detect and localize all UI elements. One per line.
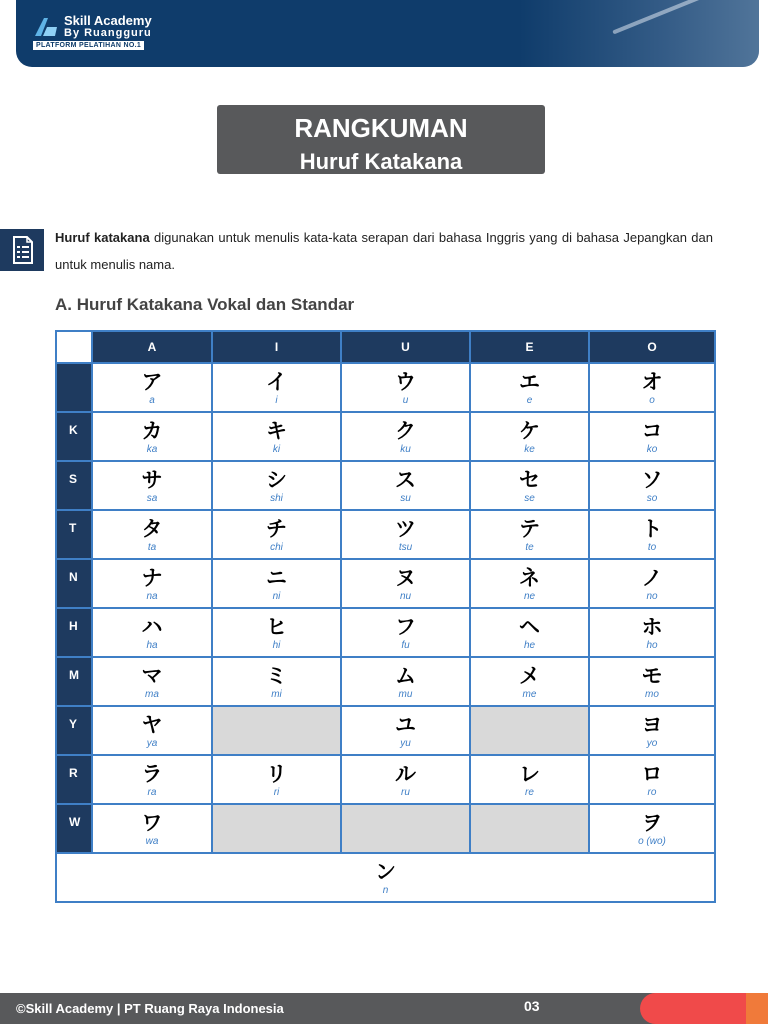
kana-character: ヨ [641, 712, 663, 737]
kana-cell [341, 755, 470, 804]
romaji-label: mu [398, 688, 413, 700]
kana-character: ク [395, 418, 416, 443]
kana-cell [589, 608, 715, 657]
romaji-label: chi [270, 541, 283, 553]
kana-character: ユ [395, 712, 416, 737]
romaji-label: re [525, 786, 534, 798]
title-sub: Huruf Katakana [299, 149, 463, 174]
table-corner-cell [56, 331, 92, 363]
romaji-label: ke [524, 443, 535, 455]
kana-character: キ [266, 418, 287, 443]
romaji-label: ka [146, 443, 158, 455]
kana-character: メ [519, 663, 540, 688]
title-main: RANGKUMAN [294, 113, 468, 143]
column-header-a: A [92, 331, 212, 363]
kana-cell [470, 461, 589, 510]
kana-character: モ [641, 663, 663, 688]
kana-character: ヤ [141, 712, 163, 737]
row-header: W [56, 804, 92, 853]
kana-character: エ [519, 369, 540, 394]
romaji-label: o [649, 394, 655, 406]
kana-cell [341, 510, 470, 559]
table-row [56, 363, 715, 412]
row-header: T [56, 510, 92, 559]
kana-cell [589, 804, 715, 853]
kana-cell [92, 363, 212, 412]
kana-character: サ [141, 467, 163, 492]
romaji-label: ha [146, 639, 158, 651]
table-row [56, 608, 715, 657]
romaji-label: o (wo) [638, 835, 666, 847]
table-row [56, 755, 715, 804]
kana-character: ワ [141, 810, 163, 835]
romaji-label: ki [272, 443, 281, 455]
kana-character: ニ [266, 565, 287, 590]
kana-cell [470, 657, 589, 706]
romaji-label: yo [646, 737, 658, 749]
romaji-label: sa [146, 492, 158, 504]
kana-character: ト [641, 516, 663, 541]
romaji-label: fu [401, 639, 410, 651]
row-header: Y [56, 706, 92, 755]
romaji-label: ni [272, 590, 281, 602]
kana-character: チ [266, 516, 287, 541]
kana-character: ミ [266, 663, 287, 688]
romaji-label: wa [145, 835, 159, 847]
kana-character: コ [641, 418, 663, 443]
kana-cell [92, 657, 212, 706]
kana-cell [92, 804, 212, 853]
romaji-label: mi [271, 688, 282, 700]
romaji-label: so [646, 492, 658, 504]
kana-cell [92, 412, 212, 461]
kana-cell [341, 608, 470, 657]
kana-cell-n [56, 853, 715, 902]
romaji-label: ma [145, 688, 159, 700]
kana-cell [470, 608, 589, 657]
table-row [56, 706, 715, 755]
kana-cell [470, 510, 589, 559]
kana-cell [589, 363, 715, 412]
kana-character: ム [395, 663, 416, 688]
kana-character: テ [519, 516, 540, 541]
kana-cell [589, 559, 715, 608]
kana-cell [212, 755, 341, 804]
kana-character: タ [141, 516, 163, 541]
kana-cell [341, 412, 470, 461]
row-header: H [56, 608, 92, 657]
romaji-label: i [275, 394, 278, 406]
romaji-label: na [146, 590, 158, 602]
kana-character: ヒ [266, 614, 287, 639]
kana-cell [341, 706, 470, 755]
kana-cell [589, 510, 715, 559]
romaji-label: hi [272, 639, 281, 651]
romaji-label: a [149, 394, 155, 406]
romaji-label: nu [399, 590, 412, 602]
table-row [56, 804, 715, 853]
romaji-label: ho [646, 639, 658, 651]
kana-cell [212, 363, 341, 412]
romaji-label: ru [401, 786, 410, 798]
brand-name: Skill Academy [64, 13, 152, 28]
kana-character: ル [395, 761, 416, 786]
table-row [56, 461, 715, 510]
kana-cell [212, 559, 341, 608]
kana-character: ホ [641, 614, 663, 639]
kana-character: ヘ [519, 614, 540, 639]
table-header-row [56, 331, 715, 363]
footer [0, 993, 768, 1024]
kana-character: カ [141, 418, 163, 443]
romaji-label: e [526, 394, 533, 406]
romaji-label: to [647, 541, 657, 553]
empty-cell [341, 804, 470, 853]
kana-cell [341, 559, 470, 608]
romaji-label: te [525, 541, 534, 553]
row-header: R [56, 755, 92, 804]
skill-academy-logo-icon [33, 16, 59, 38]
brand-tagline: PLATFORM PELATIHAN NO.1 [33, 41, 144, 50]
kana-character: フ [395, 614, 416, 639]
kana-cell [92, 608, 212, 657]
column-header-u: U [341, 331, 470, 363]
kana-cell [470, 559, 589, 608]
kana-cell [589, 412, 715, 461]
kana-cell [92, 706, 212, 755]
kana-character: ネ [519, 565, 540, 590]
romaji-label: yu [400, 737, 411, 749]
romaji-label: n [382, 884, 389, 896]
column-header-o: O [589, 331, 715, 363]
kana-character: ケ [519, 418, 540, 443]
intro-bold-term: Huruf katakana [55, 230, 150, 245]
romaji-label: ri [273, 786, 280, 798]
romaji-label: su [400, 492, 411, 504]
kana-character: イ [266, 369, 287, 394]
kana-character: ン [375, 859, 396, 884]
kana-cell [212, 608, 341, 657]
romaji-label: ro [647, 786, 657, 798]
kana-cell [92, 461, 212, 510]
kana-character: ハ [141, 614, 163, 639]
romaji-label: he [523, 639, 536, 651]
header-photo-overlay [519, 0, 759, 67]
row-header: K [56, 412, 92, 461]
romaji-label: shi [270, 492, 283, 504]
romaji-label: me [522, 688, 537, 700]
kana-cell [92, 510, 212, 559]
kana-cell [92, 559, 212, 608]
kana-character: ス [395, 467, 416, 492]
kana-cell [341, 657, 470, 706]
table-row-n [56, 853, 715, 902]
kana-cell [470, 363, 589, 412]
kana-character: ナ [141, 565, 163, 590]
title-box [217, 105, 545, 174]
romaji-label: mo [645, 688, 659, 700]
table-row [56, 510, 715, 559]
kana-character: マ [141, 663, 163, 688]
kana-character: リ [266, 761, 287, 786]
table-row [56, 559, 715, 608]
kana-cell [470, 755, 589, 804]
romaji-label: se [524, 492, 535, 504]
row-header [56, 363, 92, 412]
kana-character: ソ [641, 467, 663, 492]
romaji-label: ra [147, 786, 157, 798]
kana-character: ヌ [395, 565, 416, 590]
kana-character: レ [519, 761, 540, 786]
table-row [56, 412, 715, 461]
document-icon [0, 229, 44, 271]
intro-paragraph [55, 224, 713, 278]
romaji-label: u [402, 394, 409, 406]
kana-cell [212, 412, 341, 461]
romaji-label: tsu [398, 541, 413, 553]
table-row [56, 657, 715, 706]
romaji-label: no [646, 590, 658, 602]
kana-character: ヲ [641, 810, 663, 835]
romaji-label: ku [400, 443, 411, 455]
kana-cell [589, 461, 715, 510]
kana-cell [212, 461, 341, 510]
kana-character: ア [141, 369, 163, 394]
kana-character: ウ [395, 369, 416, 394]
kana-cell [589, 755, 715, 804]
footer-accent-stripe [746, 993, 768, 1024]
kana-character: オ [641, 369, 663, 394]
row-header: S [56, 461, 92, 510]
brand-subname: By Ruangguru [64, 27, 152, 39]
kana-cell [341, 363, 470, 412]
kana-character: ラ [141, 761, 163, 786]
kana-character: ロ [641, 761, 663, 786]
empty-cell [212, 804, 341, 853]
empty-cell [470, 706, 589, 755]
katakana-table [55, 330, 716, 903]
kana-cell [92, 755, 212, 804]
footer-copyright: ©Skill Academy | PT Ruang Raya Indonesia [16, 1001, 284, 1016]
kana-cell [212, 657, 341, 706]
kana-cell [212, 510, 341, 559]
kana-character: ノ [641, 565, 663, 590]
kana-character: ツ [395, 516, 416, 541]
romaji-label: ne [523, 590, 536, 602]
column-header-e: E [470, 331, 589, 363]
row-header: N [56, 559, 92, 608]
column-header-i: I [212, 331, 341, 363]
kana-cell [589, 706, 715, 755]
kana-character: セ [519, 467, 540, 492]
kana-cell [341, 461, 470, 510]
section-title: A. Huruf Katakana Vokal dan Standar [55, 295, 355, 314]
kana-cell [589, 657, 715, 706]
row-header: M [56, 657, 92, 706]
page-number: 03 [524, 998, 540, 1014]
empty-cell [470, 804, 589, 853]
empty-cell [212, 706, 341, 755]
header-banner [16, 0, 759, 67]
kana-character: シ [266, 467, 287, 492]
romaji-label: ko [646, 443, 658, 455]
kana-cell [470, 412, 589, 461]
romaji-label: ya [146, 737, 158, 749]
romaji-label: ta [147, 541, 157, 553]
intro-text: digunakan untuk menulis kata-kata serapan dari bahasa Inggris yang di bahasa Jepangkan dan untuk menulis nama. [55, 230, 713, 272]
